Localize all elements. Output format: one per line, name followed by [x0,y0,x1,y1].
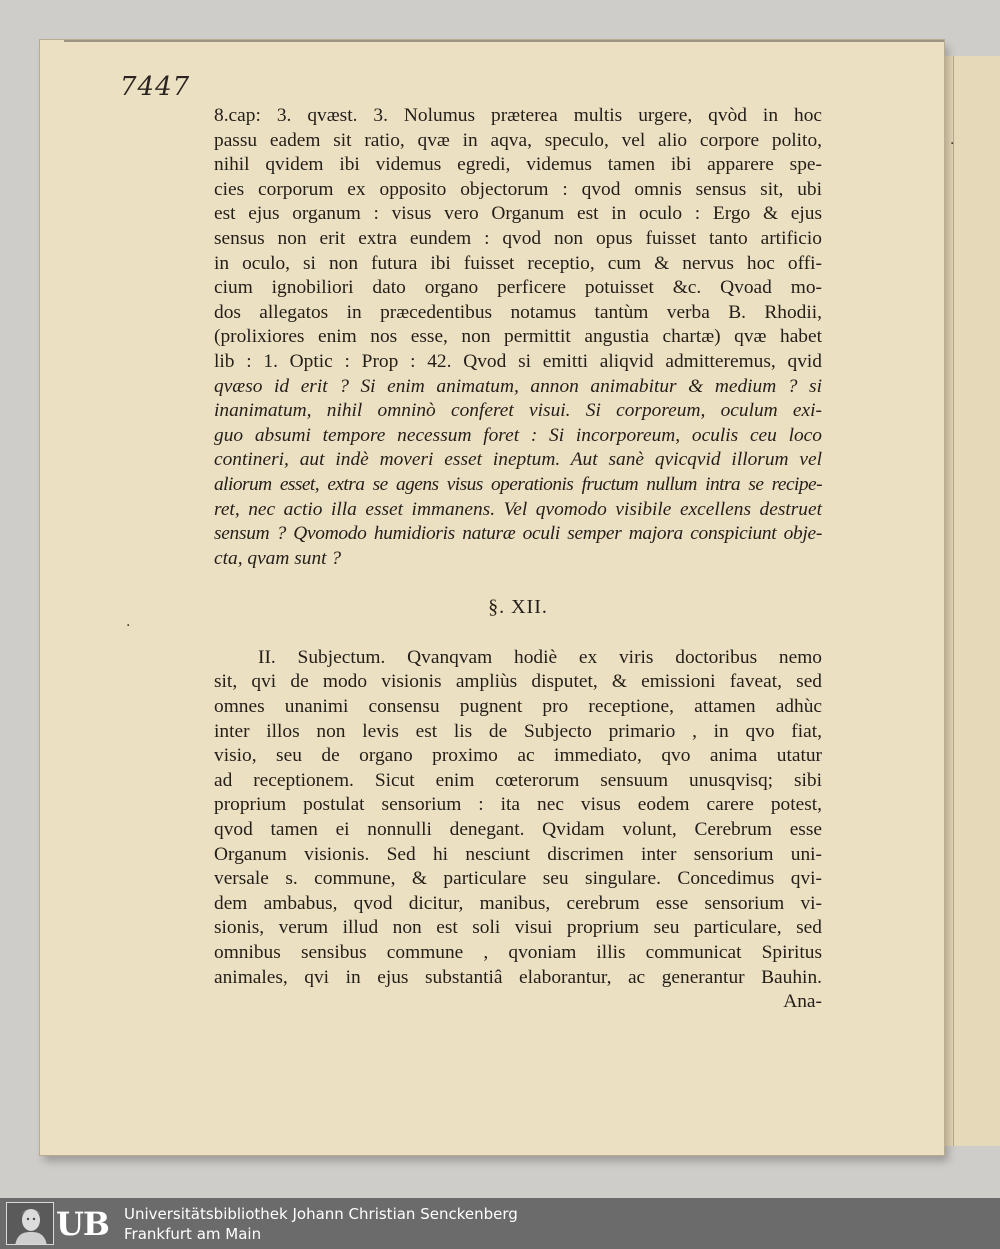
facing-page-mark: · [950,136,955,152]
text-line: proprium postulat sensorium : ita nec visus eodem carere potest, [214,794,822,816]
text-line: inter illos non levis est lis de Subjecto primario , in qvo fiat, [214,720,822,742]
text-line: cies corporum ex opposito objectorum : qvod omnis sensus sit, ubi [214,178,822,200]
text-line: 8.cap: 3. qvæst. 3. Nolumus præterea multis urgere, qvòd in hoc [214,105,822,126]
text-line: cium ignobiliori dato organo perficere potuisset &c. Qvoad mo- [214,277,822,299]
text-line: est ejus organum : visus vero Organum est in oculo : Ergo & ejus [214,203,822,225]
text-line-italic: contineri, aut indè moveri esset ineptum. Aut sanè qvicqvid illorum vel [214,449,822,471]
text-line: ad receptionem. Sicut enim cœterorum sensuum unusqvisq; sibi [214,769,822,791]
text-line: sensus non erit extra eundem : qvod non opus fuisset tanto artificio [214,227,822,249]
page-number: 7447 [120,72,191,102]
catchword: Ana- [783,991,822,1013]
library-logo[interactable] [6,1202,114,1245]
margin-mark: · [126,618,131,634]
text-line: Organum visionis. Sed hi nesciunt discrimen inter sensorium uni- [214,843,822,865]
section-heading: §. XII. [488,596,548,619]
paragraph-first-line: II. Subjectum. Qvanqvam hodiè ex viris doctoribus nemo [258,646,822,668]
book-gutter [944,56,954,1146]
institution-line-1: Universitätsbibliothek Johann Christian Senckenberg [124,1205,518,1223]
text-line: versale s. commune, & particulare seu singulare. Concedimus qvi- [214,868,822,890]
text-line-italic: ret, nec actio illa esset immanens. Vel qvomodo visibile excellens destruet [214,498,822,520]
text-line: omnes unanimi consensu pugnent pro receptione, attamen adhùc [214,696,822,718]
text-line: qvod tamen ei nonnulli denegant. Qvidam volunt, Cerebrum esse [214,819,822,841]
text-line: omnibus sensibus commune , qvoniam illis communicat Spiritus [214,942,822,963]
text-line: animales, qvi in ejus substantiâ elaborantur, ac generantur Bauhin. [214,966,822,988]
text-line: visio, seu de organo proximo ac immediato, qvo anima utatur [214,745,822,767]
text-line: nihil qvidem ibi videmus egredi, videmus tamen ibi apparere spe- [214,154,822,176]
text-line-italic: aliorum esset, extra se agens visus operationis fructum nullum intra se recipe- [214,473,822,495]
institution-line-2: Frankfurt am Main [124,1225,262,1243]
facing-page-edge [954,56,1000,1146]
institution-name [124,1204,518,1244]
text-line: dem ambabus, qvod dicitur, manibus, cerebrum esse sensorium vi- [214,892,822,914]
text-line-italic: qvæso id erit ? Si enim animatum, annon animabitur & medium ? si [214,375,822,397]
text-line-italic: guo absumi tempore necessum foret : Si incorporeum, oculis ceu loco [214,424,822,446]
text-line: dos allegatos in præcedentibus notamus tantùm verba B. Rhodii, [214,301,822,323]
senckenberg-portrait-icon [6,1202,54,1245]
ub-logo-text: UB [56,1205,109,1243]
text-line: in oculo, si non futura ibi fuisset receptio, cum & nervus hoc offi- [214,252,822,274]
page-text [214,104,822,1015]
text-line: (prolixiores enim nos esse, non permittit angustia chartæ) qvæ habet [214,326,822,348]
text-line: passu eadem sit ratio, qvæ in aqva, speculo, vel alio corpore polito, [214,129,822,151]
text-line-italic: cta, qvam sunt ? [214,547,342,569]
text-line: sit, qvi de modo visionis ampliùs disputet, & emissioni faveat, sed [214,671,822,693]
library-footer [0,1198,1000,1249]
text-line: lib : 1. Optic : Prop : 42. Qvod si emitti aliqvid admitteremus, qvid [214,350,822,372]
text-line-italic: inanimatum, nihil omninò conferet visui. Si corporeum, oculum exi- [214,400,822,422]
text-line-italic: sensum ? Qvomodo humidioris naturæ oculi semper majora conspiciunt obje- [214,523,822,545]
text-line: sionis, verum illud non est soli visui proprium seu particulare, sed [214,917,822,939]
